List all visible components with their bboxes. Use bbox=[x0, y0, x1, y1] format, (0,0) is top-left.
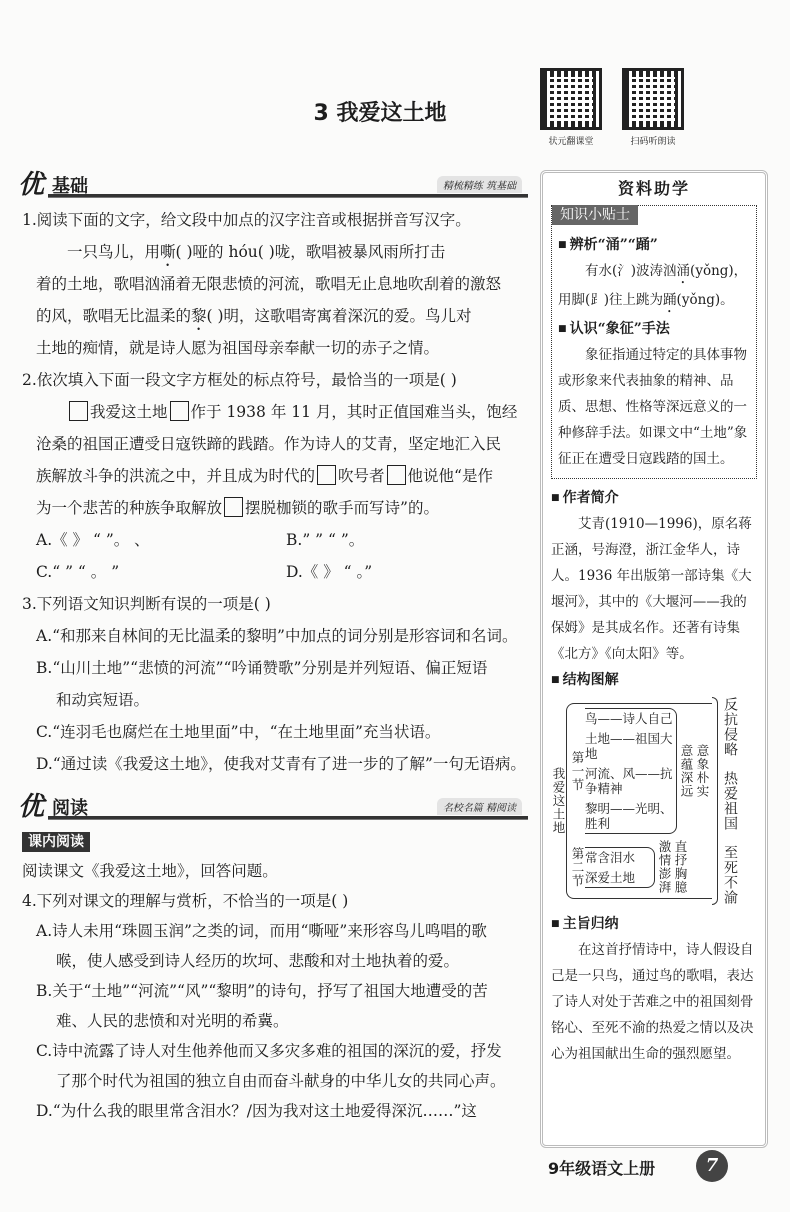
diagram-item: 土地——祖国大地 bbox=[585, 731, 673, 761]
q2-passage-line: 沧桑的祖国正遭受日寇铁蹄的践踏。作为诗人的艾青，坚定地汇入民 bbox=[36, 435, 502, 453]
brace bbox=[566, 703, 712, 899]
theme-heading: ■ 主旨归纳 bbox=[551, 911, 757, 937]
diagram-note: 意象朴实 bbox=[695, 744, 710, 798]
option-a[interactable]: A.诗人未用“珠圆玉润”之类的词，而用“嘶哑”来形容鸟儿鸣唱的歌 bbox=[36, 922, 487, 940]
option-c[interactable]: C.诗中流露了诗人对生他养他而又多灾多难的祖国的深沉的爱，抒发 bbox=[36, 1042, 502, 1060]
option-b-cont: 和动宾短语。 bbox=[56, 691, 150, 709]
diagram-part1: 第一节 bbox=[570, 750, 585, 792]
divider bbox=[48, 816, 528, 820]
option-c-cont: 了那个时代为祖国的独立自由而奋斗献身的中华儿女的共同心声。 bbox=[56, 1072, 506, 1090]
section-tag: 精梳精练 筑基础 bbox=[437, 176, 522, 193]
page-title: 3 我爱这土地 bbox=[313, 101, 447, 126]
page-number: 7 bbox=[696, 1150, 728, 1182]
qr-code-image bbox=[540, 68, 602, 130]
option-a[interactable]: A.“和那来自林间的无比温柔的黎明”中加点的词分别是形容词和名词。 bbox=[36, 627, 518, 645]
blank-box bbox=[387, 465, 406, 485]
q3-stem: 3.下列语文知识判断有误的一项是( ) bbox=[22, 595, 271, 613]
qr-code-image bbox=[622, 68, 684, 130]
q1-passage-line: 土地的痴情，就是诗人愿为祖国母亲奉献一切的赤子之情。 bbox=[36, 339, 440, 357]
diagram-note: 意蕴深远 bbox=[679, 744, 694, 798]
diagram-theme: 热爱祖国 bbox=[722, 771, 738, 831]
option-a[interactable]: A.《 》 “ ”。 、 bbox=[36, 531, 150, 549]
option-c[interactable]: C.“连羽毛也腐烂在土地里面”中，“在土地里面”充当状语。 bbox=[36, 723, 441, 741]
qr-code-audio[interactable] bbox=[622, 68, 684, 147]
diagram-theme: 反抗侵略 bbox=[722, 697, 738, 757]
tip-body: 有水(氵)波涛汹涌(yǒng)，用脚(⻊)往上跳为踊(yǒng)。 bbox=[558, 263, 748, 308]
brace bbox=[585, 708, 677, 834]
diagram-item: 深爱土地 bbox=[585, 869, 636, 885]
tip-body: 象征指通过特定的具体事物或形象来代表抽象的精神、品质、思想、性格等深远意义的一种修辞手法。如课文中“土地”象征正在遭受日寇践踏的国土。 bbox=[558, 347, 748, 467]
option-b[interactable]: B.” ” “ ”。 bbox=[286, 531, 365, 549]
tips-label: 知识小贴士 bbox=[552, 205, 638, 225]
option-d[interactable]: D.“通过读《我爱这土地》，使我对艾青有了进一步的了解”一句无语病。 bbox=[36, 755, 526, 773]
section-name: 阅读 bbox=[52, 798, 88, 819]
q2-options bbox=[22, 524, 536, 556]
reading-intro: 阅读课文《我爱这土地》，回答问题。 bbox=[22, 862, 278, 880]
q1-passage-line: 着的土地，歌唱汹涌着无限悲愤的河流，歌唱无止息地吹刮着的激怒 bbox=[36, 275, 502, 293]
q1-passage-line: 的风，歌唱无比温柔的黎( )明，这歌唱寄寓着深沉的爱。鸟儿对 bbox=[36, 307, 472, 325]
option-c[interactable]: C.“ ” “ 。 ” bbox=[36, 563, 120, 581]
section-tag: 名校名篇 精阅读 bbox=[437, 798, 522, 815]
diagram-root: 我爱这土地 bbox=[551, 767, 566, 835]
sidebar-resources bbox=[540, 170, 768, 1148]
blank-box bbox=[224, 497, 243, 517]
q2-passage-line: 为一个悲苦的种族争取解放 摆脱枷锁的歌手而写诗”的。 bbox=[36, 499, 439, 517]
divider bbox=[48, 194, 528, 198]
blank-box bbox=[170, 401, 189, 421]
section-header-basic bbox=[18, 164, 528, 198]
you-logo: 优 bbox=[18, 170, 45, 200]
q2-passage-line: 我爱这土地 作于 1938 年 11 月，其时正值国难当头，饱经 bbox=[22, 396, 536, 428]
diagram-item: 黎明——光明、胜利 bbox=[585, 801, 673, 831]
sidebar-heading: 资料助学 bbox=[617, 179, 690, 198]
author-body: 艾青(1910—1996)，原名蒋正涵，号海澄，浙江金华人，诗人。1936 年出版第一部诗集《大堰河》，其中的《大堰河——我的保姆》是其成名作。还著有诗集《北方》《向太阳》等。 bbox=[551, 516, 752, 662]
diagram-note: 直抒胸臆 bbox=[673, 840, 688, 894]
qr-code-lesson[interactable] bbox=[540, 68, 602, 147]
diagram-item: 鸟——诗人自己 bbox=[585, 711, 673, 726]
diagram-note: 激情澎湃 bbox=[657, 840, 672, 894]
section-header-reading bbox=[18, 786, 528, 820]
section-name: 基础 bbox=[52, 176, 88, 197]
diagram-part2-row bbox=[570, 840, 712, 894]
brace bbox=[712, 697, 718, 905]
structure-diagram bbox=[551, 697, 757, 905]
book-name: 9年级语文上册 bbox=[548, 1159, 656, 1178]
blank-box bbox=[317, 465, 336, 485]
option-a-cont: 喉，使人感受到诗人经历的坎坷、悲酸和对土地执着的爱。 bbox=[56, 952, 460, 970]
diagram-part1-row bbox=[570, 708, 712, 834]
blank-box bbox=[69, 401, 88, 421]
reading-questions bbox=[22, 826, 536, 1126]
diagram-item: 河流、风——抗争精神 bbox=[585, 766, 673, 796]
q1-passage: 一只鸟儿，用嘶( )哑的 hóu( )咙，歌唱被暴风雨所打击 bbox=[67, 243, 446, 261]
diagram-item: 常含泪水 bbox=[585, 849, 636, 865]
knowledge-tips-box bbox=[551, 205, 757, 479]
basic-questions bbox=[22, 204, 536, 780]
qr-label: 扫码听朗读 bbox=[630, 137, 676, 147]
q2-options bbox=[22, 556, 536, 588]
option-d[interactable]: D.“为什么我的眼里常含泪水？/因为我对这土地爱得深沉……”这 bbox=[36, 1102, 477, 1120]
q2-passage-line: 族解放斗争的洪流之中，并且成为时代的 吹号者 他说他“是作 bbox=[36, 467, 493, 485]
option-b[interactable]: B.关于“土地”“河流”“风”“黎明”的诗句，抒写了祖国大地遭受的苦 bbox=[36, 982, 488, 1000]
inclass-reading-badge: 课内阅读 bbox=[22, 832, 90, 852]
q1-stem: 1.阅读下面的文字，给文段中加点的汉字注音或根据拼音写汉字。 bbox=[22, 211, 471, 229]
q2-stem: 2.依次填入下面一段文字方框处的标点符号，最恰当的一项是( ) bbox=[22, 371, 457, 389]
qr-label: 状元翻课堂 bbox=[548, 137, 594, 147]
option-b-cont: 难、人民的悲愤和对光明的希冀。 bbox=[56, 1012, 289, 1030]
author-heading: ■ 作者简介 bbox=[551, 485, 757, 511]
structure-heading: ■ 结构图解 bbox=[551, 667, 757, 693]
tip-heading: ■ 认识“象征”手法 bbox=[558, 316, 750, 342]
diagram-theme: 至死不渝 bbox=[722, 845, 738, 905]
option-d[interactable]: D.《 》 “ 。” bbox=[286, 563, 373, 581]
q4-stem: 4.下列对课文的理解与赏析，不恰当的一项是( ) bbox=[22, 892, 349, 910]
brace bbox=[585, 847, 655, 888]
tip-heading: ■ 辨析“涌”“踊” bbox=[558, 232, 750, 258]
option-b[interactable]: B.“山川土地”“悲愤的河流”“吟诵赞歌”分别是并列短语、偏正短语 bbox=[36, 659, 488, 677]
theme-body: 在这首抒情诗中，诗人假设自己是一只鸟，通过鸟的歌唱，表达了诗人对处于苦难之中的祖国刻骨铭心、至死不渝的热爱之情以及决心为祖国献出生命的强烈愿望。 bbox=[551, 942, 754, 1062]
diagram-part2: 第二节 bbox=[570, 846, 585, 888]
you-logo: 优 bbox=[18, 792, 45, 822]
